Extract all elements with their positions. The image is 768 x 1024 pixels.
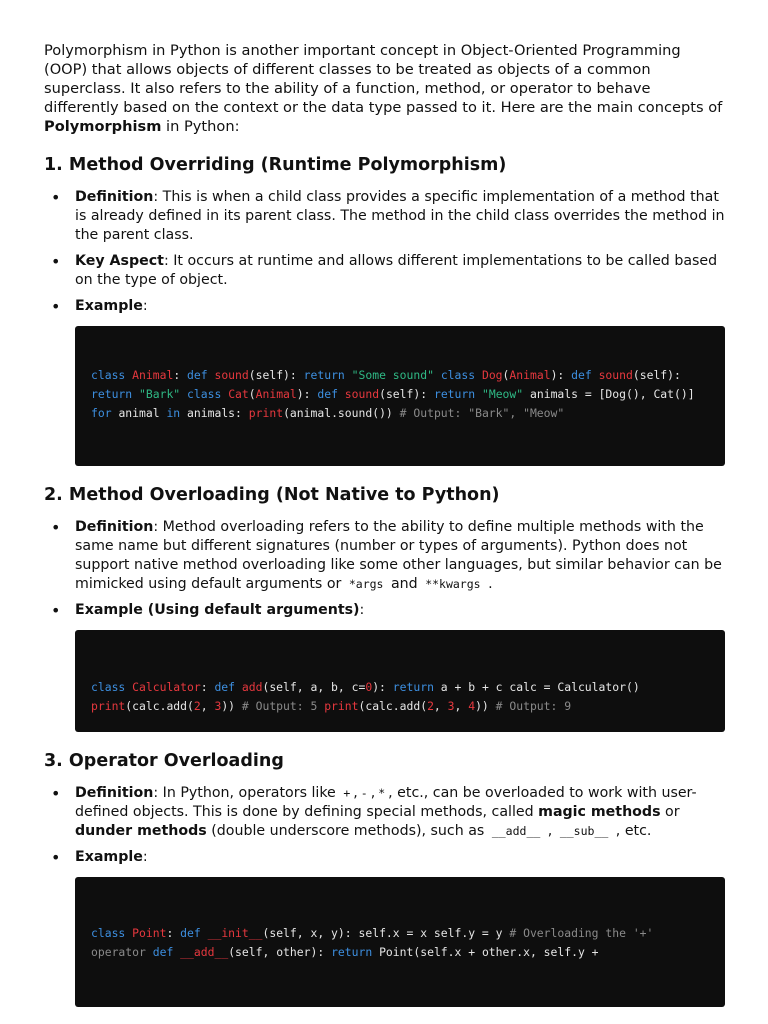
code-token: print — [248, 406, 284, 420]
code-token: Dog — [481, 368, 503, 382]
code-token: # Output: "Bark", "Meow" — [399, 406, 565, 420]
inline-code: * — [378, 786, 386, 800]
code-token: for — [91, 406, 119, 420]
code-token: ): — [550, 368, 572, 382]
item-label: Example — [75, 849, 143, 865]
code-token: (self): — [379, 387, 434, 401]
code-token: # Output: 5 — [241, 699, 325, 713]
code-token: print — [91, 699, 126, 713]
item-text: : This is when a child class provides a specific implementation of a method that is already defined in its parent class. The method in the child class overrides the method in the parent class. — [75, 189, 725, 243]
code-token: class — [91, 368, 133, 382]
code-token: class — [440, 368, 482, 382]
item-text: : In Python, operators like — [153, 785, 341, 801]
code-token: print — [324, 699, 359, 713]
code-token: def — [317, 387, 345, 401]
code-token: (self, other): — [228, 945, 332, 959]
code-token: a + b + c calc = Calculator() — [440, 680, 640, 694]
code-token: )) — [475, 699, 496, 713]
list-item — [44, 252, 728, 290]
code-token: ): — [372, 680, 393, 694]
code-token: , — [454, 699, 469, 713]
code-token: # Overloading the '+' operator — [91, 926, 654, 959]
document-page — [44, 41, 728, 1007]
item-label: Definition — [75, 189, 154, 205]
code-token: return — [303, 368, 352, 382]
code-token: class — [91, 680, 133, 694]
code-token: "Meow" — [481, 387, 530, 401]
code-token: sound — [214, 368, 249, 382]
code-token: sound — [344, 387, 380, 401]
code-token: def — [214, 680, 242, 694]
code-token: Calculator — [132, 680, 201, 694]
code-token: # Output: 9 — [495, 699, 572, 713]
code-token: )) — [221, 699, 242, 713]
item-text: , — [543, 823, 557, 839]
item-bold: dunder methods — [75, 823, 207, 839]
code-token: def — [571, 368, 599, 382]
item-label: Key Aspect — [75, 253, 164, 269]
code-token: return — [392, 680, 441, 694]
code-block[interactable] — [75, 877, 725, 1007]
code-token: def — [180, 926, 208, 940]
item-text: , etc., can be overloaded to work with user-defined objects. This is done by defining special methods, called — [75, 785, 697, 820]
code-token: Animal — [132, 368, 174, 382]
code-token: Point(self.x + other.x, self.y + — [379, 945, 599, 959]
code-token: : — [200, 680, 215, 694]
code-token: 3 — [447, 699, 455, 713]
code-token: return — [433, 387, 482, 401]
intro-text-end: in Python: — [161, 118, 240, 135]
code-token: (animal.sound()) — [283, 406, 400, 420]
intro-text: Polymorphism in Python is another important concept in Object-Oriented Programming (OOP) that allows objects of different classes to be treated as objects of a common superclass. It also refers to the ability of a function, method, or operator to behave differently based on the context or the data type passed to it. Here are the main concepts of — [44, 42, 723, 116]
code-token: 3 — [214, 699, 222, 713]
list-item — [44, 601, 728, 620]
code-token: def — [187, 368, 215, 382]
inline-code: __sub__ — [559, 824, 609, 838]
code-token: return — [331, 945, 380, 959]
item-text: or — [660, 804, 680, 820]
item-label: Example — [75, 298, 143, 314]
code-token: 4 — [468, 699, 476, 713]
code-token: , — [200, 699, 215, 713]
item-bold: magic methods — [538, 804, 661, 820]
list-item — [44, 518, 728, 594]
code-token: (calc.add( — [125, 699, 194, 713]
inline-code: - — [360, 786, 368, 800]
code-token: animals: — [187, 406, 249, 420]
code-token: return — [91, 387, 140, 401]
item-text: , etc. — [611, 823, 652, 839]
item-text: : — [142, 298, 148, 314]
bullet-list — [44, 784, 728, 867]
code-token: add — [241, 680, 263, 694]
code-token: ( — [248, 387, 256, 401]
code-token: 0 — [365, 680, 373, 694]
code-token: : — [173, 368, 188, 382]
code-token: Animal — [509, 368, 551, 382]
code-token: sound — [598, 368, 633, 382]
code-token: Point — [132, 926, 167, 940]
code-token: , — [433, 699, 448, 713]
code-token: __init__ — [207, 926, 263, 940]
item-label: Definition — [75, 785, 154, 801]
bullet-list — [44, 188, 728, 316]
list-item — [44, 297, 728, 316]
code-token: animals = [Dog(), Cat()] — [530, 387, 695, 401]
code-token: (self): — [248, 368, 304, 382]
code-token: (calc.add( — [358, 699, 428, 713]
intro-bold: Polymorphism — [44, 118, 162, 135]
code-token: Cat — [228, 387, 249, 401]
item-text: : Method overloading refers to the ability to define multiple methods with the same name but different signatures (number or types of arguments). Python does not support native method overloading like some other languages, but similar behavior can be mimicked using default arguments or — [75, 519, 722, 592]
item-text: : — [142, 849, 148, 865]
code-block[interactable] — [75, 326, 725, 466]
item-text: : — [359, 602, 365, 618]
code-token: 2 — [193, 699, 201, 713]
code-token: animal — [118, 406, 167, 420]
code-token: __add__ — [180, 945, 229, 959]
code-token: "Bark" — [139, 387, 188, 401]
code-token: ): — [296, 387, 318, 401]
code-token: in — [166, 406, 188, 420]
item-text: . — [483, 576, 493, 592]
list-item — [44, 188, 728, 245]
item-text: : It occurs at runtime and allows different implementations to be called based on the type of object. — [75, 253, 718, 288]
section-heading: 3. Operator Overloading — [44, 751, 284, 771]
bullet-list — [44, 518, 728, 620]
inline-code: *args — [348, 577, 384, 591]
code-token: "Some sound" — [351, 368, 441, 382]
item-text: (double underscore methods), such as — [206, 823, 489, 839]
code-token: class — [91, 926, 133, 940]
section-heading: 1. Method Overriding (Runtime Polymorphism) — [44, 155, 507, 175]
item-label: Definition — [75, 519, 154, 535]
inline-code: __add__ — [491, 824, 541, 838]
code-token: 2 — [427, 699, 434, 713]
list-item — [44, 848, 728, 867]
code-token: : — [166, 926, 181, 940]
code-token: Animal — [255, 387, 297, 401]
intro-paragraph — [44, 41, 728, 136]
list-item: • Definition: In Python, operators like + , - , * , etc., can be overloaded to work with user-defined objects. This is done by defining special methods, called magic methods or dunder methods (double underscore methods), such as __add__ , __sub__ , etc. — [44, 784, 728, 841]
code-token: (self, a, b, c= — [262, 680, 366, 694]
inline-code: **kwargs — [425, 577, 481, 591]
inline-code: + — [343, 786, 351, 800]
item-text: and — [386, 576, 423, 592]
code-block[interactable] — [75, 630, 725, 732]
section-heading: 2. Method Overloading (Not Native to Python) — [44, 485, 500, 505]
code-token: (self, x, y): self.x = x self.y = y — [262, 926, 510, 940]
item-label: Example (Using default arguments) — [75, 602, 360, 618]
code-token: class — [187, 387, 229, 401]
code-token: def — [152, 945, 181, 959]
code-token: ( — [502, 368, 510, 382]
code-token: (self): — [632, 368, 681, 382]
